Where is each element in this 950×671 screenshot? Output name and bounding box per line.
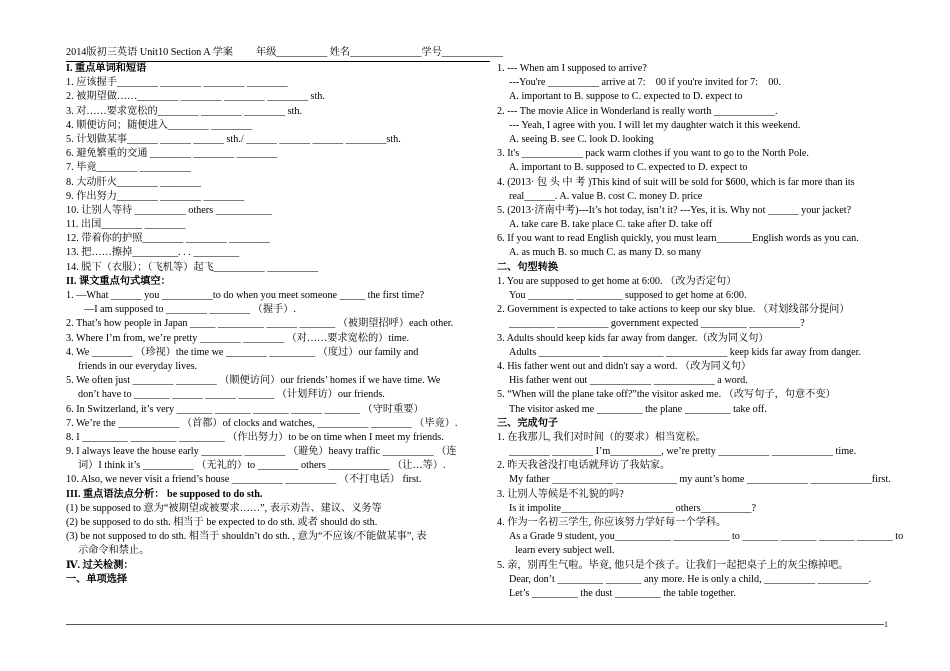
worksheet-line: 2. 昨天我爸没打电话就拜访了我姑家。 xyxy=(497,460,671,472)
worksheet-line: My father ____________ ____________ my aunt’s home ____________ ____________first. xyxy=(509,474,891,486)
worksheet-line: 4. 顺便访问；随便进入________ ________ xyxy=(66,119,252,131)
worksheet-line: 3. Where I’m from, we’re pretty ________ ________ （对……要求宽松的）time. xyxy=(66,332,410,344)
worksheet-line: 6. If you want to read English quickly, you must learn_______English words as you can. xyxy=(497,233,859,245)
section-heading: 三、完成句子 xyxy=(497,417,559,429)
worksheet-line: 11. 出国________ ________ xyxy=(66,219,186,231)
worksheet-line: 2. That’s how people in Japan _____ _________ ______ _______ （被期望招呼）each other. xyxy=(66,318,454,330)
worksheet-line: 1. 在我那儿, 我们对时间（的要求）相当宽松。 xyxy=(497,431,706,443)
worksheet-line: You _________ _________ supposed to get home at 6:00. xyxy=(509,290,747,301)
worksheet-line: 5. (2013·济南中考)---It’s hot today, isn’t it? ---Yes, it is. Why not ______ your jacket? xyxy=(497,204,852,216)
worksheet-line: A. seeing B. see C. look D. looking xyxy=(509,133,654,145)
worksheet-line: 2. --- The movie Alice in Wonderland is really worth ____________. xyxy=(497,105,778,117)
section-heading: 二、句型转换 xyxy=(497,261,559,273)
worksheet-line: real______. A. value B. cost C. money D. price xyxy=(509,190,703,202)
worksheet-line: A. important to B. suppose to C. expected to D. expect to xyxy=(509,91,743,103)
worksheet-line: 5. 计划做某事______ ______ ______ sth./ ______ ______ ______ ________sth. xyxy=(66,133,401,145)
worksheet-line: 4. His father went out and didn't say a word. （改为同义句） xyxy=(497,360,752,372)
worksheet-line: --- Yeah, I agree with you. I will let my daughter watch it this weekend. xyxy=(509,119,801,131)
worksheet-line: 1. 应该握手________ ________ ________ ________ xyxy=(66,77,288,89)
section-heading: 一、单项选择 xyxy=(66,573,128,585)
worksheet-line: 8. 大动肝火________ ________ xyxy=(66,176,201,188)
worksheet-line: 4. (2013· 包 头 中 考 )This kind of suit will be sold for $600, which is far more than its xyxy=(497,176,855,188)
right-column xyxy=(497,62,912,601)
worksheet-line: _________ __________ government expected _________ __________? xyxy=(509,318,805,330)
worksheet-line: A. important to B. supposed to C. expected to D. expect to xyxy=(509,162,748,174)
worksheet-line: Let’s _________ the dust _________ the table together. xyxy=(509,587,736,599)
worksheet-line: 14. 脱下（衣服）；（飞机等）起飞__________ __________ xyxy=(66,261,319,273)
worksheet-header: 2014版初三英语 Unit10 Section A 学案 年级__________ 姓名______________学号____________ xyxy=(66,46,490,62)
worksheet-line: 4. 作为一名初三学生, 你应该努力学好每一个学科。 xyxy=(497,517,727,528)
worksheet-line: As a Grade 9 student, you___________ ___________ to _______ _______ _______ _______ to xyxy=(509,531,904,543)
worksheet-line: 10. Also, we never visit a friend’s house __________ __________ （不打电话） first. xyxy=(66,474,422,486)
worksheet-line: 2. Government is expected to take actions to keep our sky blue. （对划线部分提问） xyxy=(497,304,850,316)
footer-rule xyxy=(66,624,884,625)
worksheet-line: A. as much B. so much C. as many D. so many xyxy=(509,247,702,259)
worksheet-line: 7. 毕竟________ __________ xyxy=(66,162,191,174)
worksheet-line: friends in our everyday lives. xyxy=(78,360,198,372)
section-heading: Ⅳ. 过关检测： xyxy=(66,559,134,571)
section-heading: I. 重点单词和短语 xyxy=(66,63,147,74)
worksheet-line: 6. In Switzerland, it’s very _______ _______ _______ ______ _______ （守时重要） xyxy=(66,403,424,415)
worksheet-line: 3. 对……要求宽松的________ ________ ________ sth. xyxy=(66,105,303,117)
worksheet-line: A. take care B. take place C. take after D. take off xyxy=(509,219,713,231)
worksheet-line: 9. I always leave the house early ________ ________ （避免）heavy traffic __________ （连 xyxy=(66,446,457,458)
worksheet-line: 6. 避免繁重的交通 ________ ________ ________ xyxy=(66,148,278,160)
worksheet-line: ________ ________ I’m__________, we’re pretty __________ ____________ time. xyxy=(509,446,857,458)
worksheet-line: Is it impolite______________________ others__________? xyxy=(509,502,757,514)
worksheet-line: His father went out ____________ ____________ a word. xyxy=(509,375,748,387)
worksheet-line: 词）I think it’s __________ （无礼的）to ________ others ____________ （让…等）. xyxy=(78,460,446,472)
worksheet-line: 4. We ________ （珍视）the time we ________ _________ （度过）our family and xyxy=(66,346,419,358)
worksheet-line: 1. --- When am I supposed to arrive? xyxy=(497,63,647,74)
worksheet-line: 7. We’re the ____________ （首都）of clocks and watches, __________ ________ （毕竟）. xyxy=(66,417,458,429)
worksheet-line: (2) be supposed to do sth. 相当于 be expected to do sth. 或者 should do sth. xyxy=(66,517,378,528)
section-heading: II. 课文重点句式填空： xyxy=(66,275,171,287)
worksheet-line: learn every subject well. xyxy=(515,545,615,557)
worksheet-line: 2. 被期望做……________ ________ ________ ________ sth. xyxy=(66,91,325,103)
left-column xyxy=(66,62,490,587)
worksheet-line: 3. It's ____________ pack warm clothes if you want to go to the North Pole. xyxy=(497,148,809,160)
worksheet-line: 9. 作出努力________ ________ ________ xyxy=(66,190,245,202)
worksheet-line: 5. “When will the plane take off?”the visitor asked me. （改写句子，句意不变） xyxy=(497,389,836,401)
section-heading: III. 重点语法点分析： be supposed to do sth. xyxy=(66,488,263,500)
worksheet-line: 12. 带着你的护照________ ________ ________ xyxy=(66,233,270,245)
worksheet-line: 1. You are supposed to get home at 6:00. （改为否定句） xyxy=(497,275,737,287)
worksheet-line: don’t have to _______ ______ ______ _______ （计划拜访）our friends. xyxy=(78,389,385,401)
worksheet-line: 1. —What ______ you __________to do when you meet someone _____ the first time? xyxy=(66,290,425,301)
worksheet-line: 5. 亲，别再生气啦。毕竟, 他只是个孩子。让我们一起把桌子上的灰尘擦掉吧。 xyxy=(497,559,849,571)
worksheet-line: The visitor asked me _________ the plane _________ take off. xyxy=(509,403,767,415)
worksheet-line: (1) be supposed to 意为“被期望或被要求……”, 表示劝告、建议、义务等 xyxy=(66,502,382,514)
worksheet-line: 5. We often just ________ ________ （顺便访问）our friends’ homes if we have time. We xyxy=(66,375,441,387)
worksheet-line: 13. 把……擦掉_________. . . _________ xyxy=(66,247,240,259)
worksheet-line: ---You're __________ arrive at 7: 00 if you're invited for 7: 00. xyxy=(509,77,781,89)
worksheet-line: 3. 让别人等候是不礼貌的吗? xyxy=(497,488,624,500)
worksheet-line: (3) be not supposed to do sth. 相当于 shouldn’t do sth. , 意为“不应该/不能做某事”, 表 xyxy=(66,531,427,543)
worksheet-line: 8. I _________ _________ _________ （作出努力）to be on time when I meet my friends. xyxy=(66,431,444,443)
worksheet-line: 3. Adults should keep kids far away from danger.（改为同义句） xyxy=(497,332,769,344)
worksheet-line: 10. 让别人等待 __________ others ___________ xyxy=(66,204,272,216)
page-number: 1 xyxy=(884,620,888,629)
worksheet-line: 示命令和禁止。 xyxy=(78,545,150,557)
worksheet-line: Adults ____________ ____________ ____________ keep kids far away from danger. xyxy=(509,346,861,358)
worksheet-line: Dear, don’t _________ _______ any more. He is only a child, __________ __________. xyxy=(509,573,872,585)
worksheet-line: —I am supposed to ________ ________ （握手）. xyxy=(84,304,296,316)
